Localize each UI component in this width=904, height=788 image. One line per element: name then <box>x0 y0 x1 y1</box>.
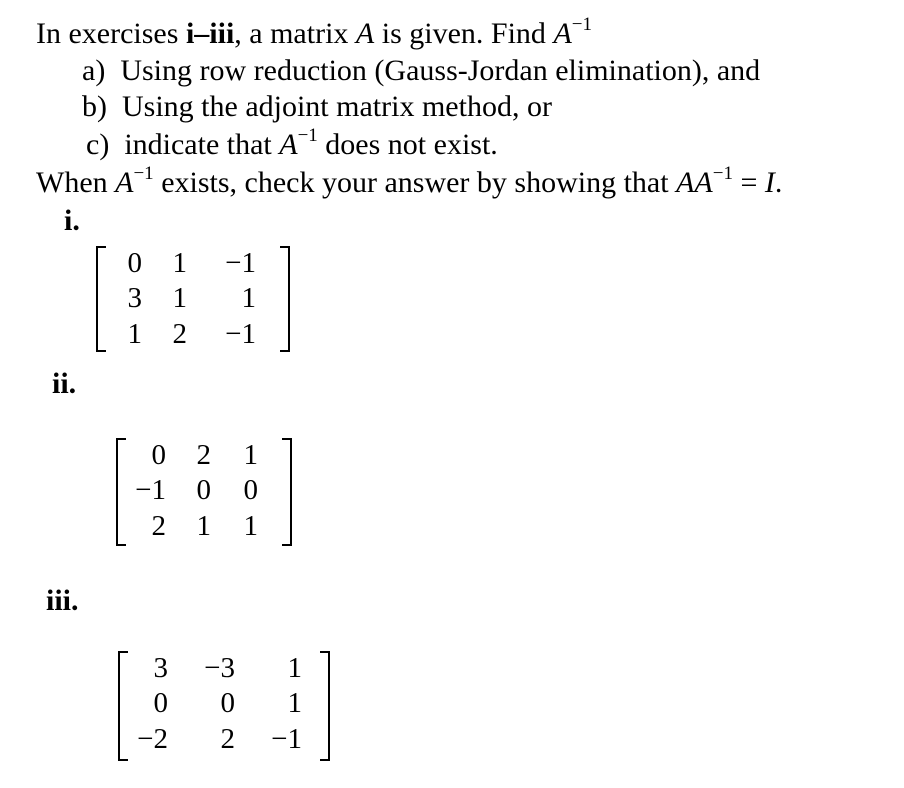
matrix-cell: 1 <box>243 510 258 542</box>
matrix-cell: 2 <box>172 318 187 350</box>
matrix-cell: −1 <box>225 318 256 350</box>
matrix-cell: 1 <box>241 282 256 314</box>
item-c: c) indicate that $A^{-1}$ does not exist. <box>86 125 498 161</box>
matrix-bracket-right <box>280 246 290 352</box>
exercise-label-ii: ii. <box>52 367 77 400</box>
matrix-ii <box>116 438 292 546</box>
exercise-label-i: i. <box>64 204 80 237</box>
matrix-cell: 1 <box>243 439 258 471</box>
intro-line: In exercises i–iii, a matrix A is given. Find $A^{-1}$ <box>36 14 592 50</box>
matrix-cell: 1 <box>287 687 302 719</box>
matrix-i <box>96 246 290 352</box>
exercise-label-iii: iii. <box>46 584 79 617</box>
matrix-bracket-right <box>320 651 330 761</box>
matrix-cell: 1 <box>196 510 211 542</box>
matrix-cell: 1 <box>172 247 187 279</box>
matrix-cell: 1 <box>172 282 187 314</box>
matrix-cell: 3 <box>127 282 142 314</box>
matrix-cell: −3 <box>204 652 235 684</box>
matrix-cell: 0 <box>220 687 235 719</box>
matrix-cell: −1 <box>225 247 256 279</box>
matrix-cell: 2 <box>220 723 235 755</box>
matrix-iii <box>118 651 330 761</box>
matrix-cell: 0 <box>127 247 142 279</box>
matrix-cell: 0 <box>196 474 211 506</box>
matrix-bracket-left <box>118 651 128 761</box>
matrix-cell: 0 <box>153 687 168 719</box>
item-a: a) Using row reduction (Gauss-Jordan elimination), and <box>82 54 761 87</box>
matrix-cell: 0 <box>151 439 166 471</box>
matrix-cell: −2 <box>137 723 168 755</box>
matrix-cell: 1 <box>127 318 142 350</box>
matrix-cell: 1 <box>287 652 302 684</box>
matrix-cell: 3 <box>153 652 168 684</box>
item-b: b) Using the adjoint matrix method, or <box>82 90 552 123</box>
check-line: When $A^{-1}$ exists, check your answer by showing that $AA^{-1} = I$. <box>36 163 783 199</box>
matrix-bracket-left <box>116 438 126 546</box>
matrix-cell: 0 <box>243 474 258 506</box>
matrix-cell: 2 <box>151 510 166 542</box>
matrix-cell: −1 <box>135 474 166 506</box>
matrix-bracket-right <box>282 438 292 546</box>
matrix-cell: −1 <box>271 723 302 755</box>
matrix-cell: 2 <box>196 439 211 471</box>
